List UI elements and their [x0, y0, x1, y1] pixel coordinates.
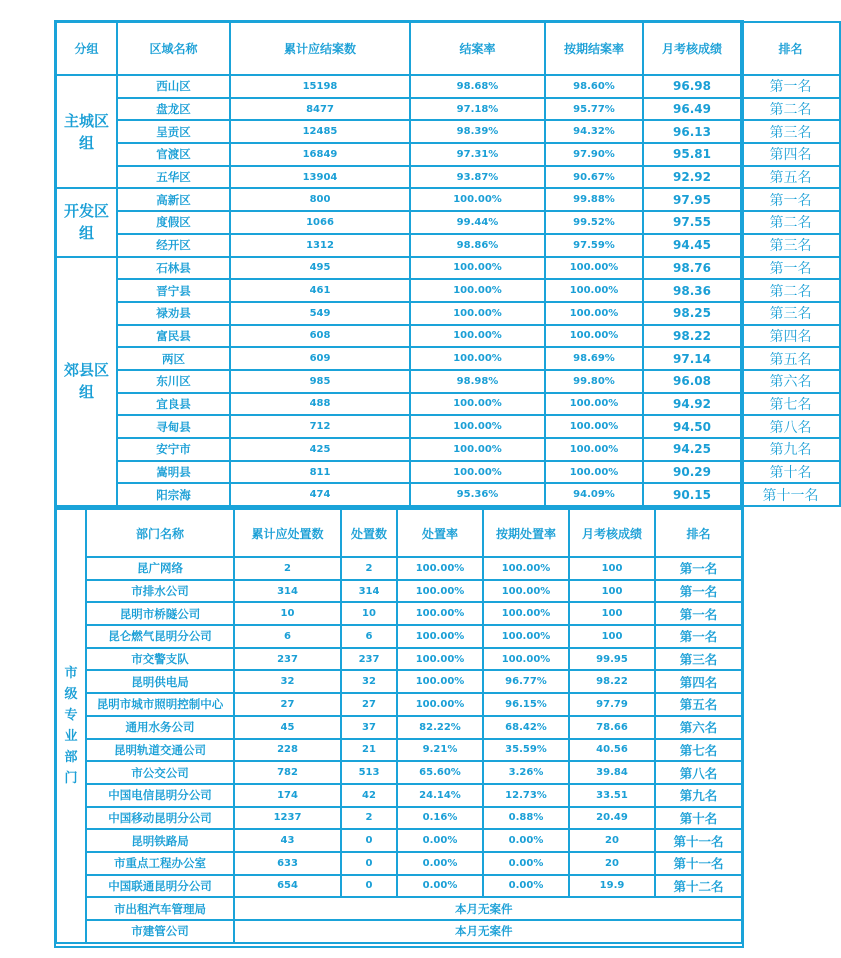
monthly-score: 100: [569, 625, 655, 648]
table-row: [56, 580, 742, 603]
monthly-score: 94.25: [643, 438, 741, 461]
handled-count: 10: [341, 602, 397, 625]
monthly-score: 96.49: [643, 98, 741, 121]
table-row: [56, 188, 840, 211]
monthly-score: 33.51: [569, 784, 655, 807]
ontime-handling-rate: 100.00%: [483, 557, 569, 580]
table-row: [56, 670, 742, 693]
column-header: 分组: [56, 22, 117, 75]
cumulative-cases: 425: [230, 438, 410, 461]
cumulative-assigned: 45: [234, 716, 341, 739]
ontime-closure-rate: 98.69%: [545, 347, 643, 370]
department-name: 昆广网络: [86, 557, 234, 580]
table-row: [56, 483, 840, 506]
table-row: [56, 875, 742, 898]
monthly-score: 96.13: [643, 120, 741, 143]
ontime-handling-rate: 3.26%: [483, 761, 569, 784]
cumulative-assigned: 174: [234, 784, 341, 807]
rank: 第三名: [655, 648, 742, 671]
cumulative-cases: 549: [230, 302, 410, 325]
department-name: 昆明铁路局: [86, 829, 234, 852]
ontime-handling-rate: 12.73%: [483, 784, 569, 807]
district-ranking-table: [55, 21, 841, 507]
handled-count: 21: [341, 739, 397, 762]
group-label-text: 郊县区组: [63, 361, 109, 402]
rank: 第十一名: [655, 829, 742, 852]
cumulative-assigned: 314: [234, 580, 341, 603]
closure-rate: 100.00%: [410, 325, 545, 348]
ontime-closure-rate: 95.77%: [545, 98, 643, 121]
ontime-closure-rate: 100.00%: [545, 393, 643, 416]
area-name: 晋宁县: [117, 279, 230, 302]
table-row: [56, 75, 840, 98]
column-header: 处置率: [397, 509, 483, 557]
ontime-closure-rate: 94.09%: [545, 483, 643, 506]
table-row: [56, 415, 840, 438]
rank: 第七名: [741, 393, 840, 416]
ontime-closure-rate: 100.00%: [545, 438, 643, 461]
table-row: [56, 257, 840, 280]
cumulative-cases: 474: [230, 483, 410, 506]
monthly-score: 97.79: [569, 693, 655, 716]
monthly-score: 39.84: [569, 761, 655, 784]
area-name: 两区: [117, 347, 230, 370]
ontime-closure-rate: 100.00%: [545, 257, 643, 280]
cumulative-assigned: 654: [234, 875, 341, 898]
area-name: 石林县: [117, 257, 230, 280]
handling-rate: 0.00%: [397, 875, 483, 898]
cumulative-cases: 495: [230, 257, 410, 280]
area-name: 呈贡区: [117, 120, 230, 143]
table-row: [56, 166, 840, 189]
department-name: 通用水务公司: [86, 716, 234, 739]
handled-count: 0: [341, 829, 397, 852]
table-row: [56, 393, 840, 416]
cumulative-cases: 811: [230, 461, 410, 484]
column-header: 排名: [655, 509, 742, 557]
no-case-note: 本月无案件: [234, 920, 742, 943]
handled-count: 6: [341, 625, 397, 648]
table-row: [56, 852, 742, 875]
column-header: 区域名称: [117, 22, 230, 75]
ontime-handling-rate: 0.00%: [483, 852, 569, 875]
rank: 第一名: [655, 557, 742, 580]
handling-rate: 0.00%: [397, 829, 483, 852]
ontime-handling-rate: 96.77%: [483, 670, 569, 693]
column-header: 按期结案率: [545, 22, 643, 75]
ontime-closure-rate: 100.00%: [545, 415, 643, 438]
group-label-text: 市级专业部门: [64, 665, 78, 786]
department-name: 中国移动昆明分公司: [86, 807, 234, 830]
rank: 第四名: [741, 325, 840, 348]
area-name: 阳宗海: [117, 483, 230, 506]
ontime-handling-rate: 0.88%: [483, 807, 569, 830]
department-name: 市出租汽车管理局: [86, 897, 234, 920]
closure-rate: 98.39%: [410, 120, 545, 143]
cumulative-cases: 15198: [230, 75, 410, 98]
closure-rate: 100.00%: [410, 347, 545, 370]
department-name: 市排水公司: [86, 580, 234, 603]
ontime-closure-rate: 97.59%: [545, 234, 643, 257]
rank: 第五名: [741, 347, 840, 370]
table-row: [56, 761, 742, 784]
department-name: 市交警支队: [86, 648, 234, 671]
monthly-score: 94.50: [643, 415, 741, 438]
rank: 第九名: [655, 784, 742, 807]
table-row: [56, 602, 742, 625]
monthly-score: 100: [569, 602, 655, 625]
ontime-handling-rate: 100.00%: [483, 648, 569, 671]
area-name: 五华区: [117, 166, 230, 189]
rank: 第一名: [655, 625, 742, 648]
area-name: 安宁市: [117, 438, 230, 461]
closure-rate: 98.68%: [410, 75, 545, 98]
ontime-handling-rate: 68.42%: [483, 716, 569, 739]
table-row: [56, 347, 840, 370]
closure-rate: 100.00%: [410, 461, 545, 484]
handling-rate: 100.00%: [397, 557, 483, 580]
area-name: 经开区: [117, 234, 230, 257]
table-row: [56, 143, 840, 166]
ontime-closure-rate: 100.00%: [545, 461, 643, 484]
rank: 第十一名: [741, 483, 840, 506]
monthly-score: 20: [569, 829, 655, 852]
monthly-score: 98.76: [643, 257, 741, 280]
cumulative-assigned: 228: [234, 739, 341, 762]
column-header: 排名: [741, 22, 840, 75]
ontime-closure-rate: 100.00%: [545, 279, 643, 302]
table-row: [56, 807, 742, 830]
monthly-score: 78.66: [569, 716, 655, 739]
table-row: [56, 370, 840, 393]
cumulative-assigned: 237: [234, 648, 341, 671]
department-name: 中国联通昆明分公司: [86, 875, 234, 898]
closure-rate: 100.00%: [410, 438, 545, 461]
cumulative-assigned: 633: [234, 852, 341, 875]
ontime-handling-rate: 0.00%: [483, 829, 569, 852]
rank: 第四名: [655, 670, 742, 693]
cumulative-assigned: 1237: [234, 807, 341, 830]
department-name: 市重点工程办公室: [86, 852, 234, 875]
department-name: 市公交公司: [86, 761, 234, 784]
cumulative-cases: 985: [230, 370, 410, 393]
department-name: 市建管公司: [86, 920, 234, 943]
cumulative-assigned: 2: [234, 557, 341, 580]
closure-rate: 95.36%: [410, 483, 545, 506]
rank: 第十名: [741, 461, 840, 484]
rank: 第八名: [655, 761, 742, 784]
handled-count: 37: [341, 716, 397, 739]
rank: 第一名: [655, 580, 742, 603]
handling-rate: 100.00%: [397, 648, 483, 671]
table-row: [56, 829, 742, 852]
column-header: 结案率: [410, 22, 545, 75]
area-name: 宜良县: [117, 393, 230, 416]
cumulative-cases: 12485: [230, 120, 410, 143]
cumulative-assigned: 6: [234, 625, 341, 648]
column-header: 部门名称: [86, 509, 234, 557]
column-header: 处置数: [341, 509, 397, 557]
table-row: [56, 98, 840, 121]
table-row: [56, 302, 840, 325]
monthly-score: 96.98: [643, 75, 741, 98]
department-name: 昆明供电局: [86, 670, 234, 693]
handled-count: 32: [341, 670, 397, 693]
rank: 第三名: [741, 302, 840, 325]
handling-rate: 65.60%: [397, 761, 483, 784]
table-row: [56, 693, 742, 716]
department-ranking-table: [55, 508, 743, 944]
ontime-closure-rate: 94.32%: [545, 120, 643, 143]
group-label-text: 主城区组: [63, 111, 109, 152]
group-label: [56, 188, 117, 256]
handled-count: 0: [341, 852, 397, 875]
area-name: 寻甸县: [117, 415, 230, 438]
monthly-score: 97.55: [643, 211, 741, 234]
monthly-score: 98.22: [643, 325, 741, 348]
cumulative-cases: 712: [230, 415, 410, 438]
table-row: [56, 438, 840, 461]
department-header-row: [56, 509, 742, 557]
rank: 第三名: [741, 120, 840, 143]
monthly-score: 100: [569, 580, 655, 603]
monthly-score: 100: [569, 557, 655, 580]
column-header: 月考核成绩: [643, 22, 741, 75]
ontime-handling-rate: 100.00%: [483, 602, 569, 625]
rank: 第十二名: [655, 875, 742, 898]
closure-rate: 97.18%: [410, 98, 545, 121]
table-row: [56, 625, 742, 648]
area-name: 东川区: [117, 370, 230, 393]
area-name: 禄劝县: [117, 302, 230, 325]
handled-count: 314: [341, 580, 397, 603]
cumulative-cases: 488: [230, 393, 410, 416]
no-case-note: 本月无案件: [234, 897, 742, 920]
monthly-score: 19.9: [569, 875, 655, 898]
column-header: 月考核成绩: [569, 509, 655, 557]
closure-rate: 98.98%: [410, 370, 545, 393]
table-row: [56, 897, 742, 920]
monthly-score: 96.08: [643, 370, 741, 393]
rank: 第六名: [741, 370, 840, 393]
group-label: [56, 509, 86, 943]
ontime-handling-rate: 35.59%: [483, 739, 569, 762]
cumulative-cases: 800: [230, 188, 410, 211]
ontime-closure-rate: 100.00%: [545, 325, 643, 348]
handling-rate: 0.16%: [397, 807, 483, 830]
department-name: 昆仑燃气昆明分公司: [86, 625, 234, 648]
closure-rate: 100.00%: [410, 279, 545, 302]
monthly-score: 98.22: [569, 670, 655, 693]
rank: 第十名: [655, 807, 742, 830]
ontime-closure-rate: 97.90%: [545, 143, 643, 166]
area-name: 官渡区: [117, 143, 230, 166]
table-row: [56, 325, 840, 348]
closure-rate: 100.00%: [410, 415, 545, 438]
cumulative-cases: 16849: [230, 143, 410, 166]
monthly-score: 94.92: [643, 393, 741, 416]
handling-rate: 100.00%: [397, 625, 483, 648]
area-name: 嵩明县: [117, 461, 230, 484]
monthly-score: 97.14: [643, 347, 741, 370]
handled-count: 513: [341, 761, 397, 784]
rank: 第六名: [655, 716, 742, 739]
table-row: [56, 461, 840, 484]
handled-count: 27: [341, 693, 397, 716]
rank: 第一名: [655, 602, 742, 625]
ontime-handling-rate: 96.15%: [483, 693, 569, 716]
rank: 第一名: [741, 257, 840, 280]
table-row: [56, 120, 840, 143]
monthly-score: 40.56: [569, 739, 655, 762]
rank: 第一名: [741, 188, 840, 211]
rank: 第四名: [741, 143, 840, 166]
monthly-score: 94.45: [643, 234, 741, 257]
department-name: 中国电信昆明分公司: [86, 784, 234, 807]
ontime-closure-rate: 99.52%: [545, 211, 643, 234]
handled-count: 42: [341, 784, 397, 807]
rank: 第三名: [741, 234, 840, 257]
cumulative-cases: 1066: [230, 211, 410, 234]
area-name: 西山区: [117, 75, 230, 98]
ontime-handling-rate: 0.00%: [483, 875, 569, 898]
handled-count: 237: [341, 648, 397, 671]
ontime-closure-rate: 99.80%: [545, 370, 643, 393]
table-row: [56, 648, 742, 671]
cumulative-cases: 609: [230, 347, 410, 370]
rank: 第二名: [741, 98, 840, 121]
monthly-score: 20.49: [569, 807, 655, 830]
column-header: 按期处置率: [483, 509, 569, 557]
cumulative-assigned: 32: [234, 670, 341, 693]
closure-rate: 100.00%: [410, 188, 545, 211]
monthly-score: 98.36: [643, 279, 741, 302]
ontime-closure-rate: 98.60%: [545, 75, 643, 98]
handling-rate: 100.00%: [397, 580, 483, 603]
ontime-closure-rate: 99.88%: [545, 188, 643, 211]
ontime-handling-rate: 100.00%: [483, 580, 569, 603]
closure-rate: 100.00%: [410, 257, 545, 280]
handled-count: 2: [341, 807, 397, 830]
table-row: [56, 739, 742, 762]
cumulative-cases: 1312: [230, 234, 410, 257]
rank: 第二名: [741, 279, 840, 302]
monthly-score: 95.81: [643, 143, 741, 166]
table-row: [56, 234, 840, 257]
district-header-row: [56, 22, 840, 75]
monthly-score: 99.95: [569, 648, 655, 671]
handling-rate: 100.00%: [397, 693, 483, 716]
table-row: [56, 920, 742, 943]
monthly-score: 20: [569, 852, 655, 875]
area-name: 高新区: [117, 188, 230, 211]
group-label-text: 开发区组: [63, 202, 109, 243]
rank: 第五名: [741, 166, 840, 189]
handling-rate: 24.14%: [397, 784, 483, 807]
monthly-score: 90.15: [643, 483, 741, 506]
handled-count: 0: [341, 875, 397, 898]
cumulative-cases: 608: [230, 325, 410, 348]
closure-rate: 100.00%: [410, 302, 545, 325]
column-header: 累计应处置数: [234, 509, 341, 557]
table-row: [56, 557, 742, 580]
rank: 第七名: [655, 739, 742, 762]
cumulative-cases: 8477: [230, 98, 410, 121]
cumulative-cases: 461: [230, 279, 410, 302]
cumulative-cases: 13904: [230, 166, 410, 189]
ontime-closure-rate: 90.67%: [545, 166, 643, 189]
cumulative-assigned: 27: [234, 693, 341, 716]
column-header: 累计应结案数: [230, 22, 410, 75]
cumulative-assigned: 43: [234, 829, 341, 852]
department-name: 昆明市桥隧公司: [86, 602, 234, 625]
cumulative-assigned: 10: [234, 602, 341, 625]
rank: 第二名: [741, 211, 840, 234]
monthly-score: 92.92: [643, 166, 741, 189]
handling-rate: 9.21%: [397, 739, 483, 762]
closure-rate: 97.31%: [410, 143, 545, 166]
closure-rate: 93.87%: [410, 166, 545, 189]
closure-rate: 98.86%: [410, 234, 545, 257]
group-label: [56, 75, 117, 188]
table-row: [56, 211, 840, 234]
department-name: 昆明市城市照明控制中心: [86, 693, 234, 716]
rank: 第九名: [741, 438, 840, 461]
ontime-closure-rate: 100.00%: [545, 302, 643, 325]
closure-rate: 99.44%: [410, 211, 545, 234]
department-name: 昆明轨道交通公司: [86, 739, 234, 762]
ontime-handling-rate: 100.00%: [483, 625, 569, 648]
area-name: 富民县: [117, 325, 230, 348]
group-label: [56, 257, 117, 507]
handled-count: 2: [341, 557, 397, 580]
handling-rate: 0.00%: [397, 852, 483, 875]
rank: 第十一名: [655, 852, 742, 875]
rank: 第八名: [741, 415, 840, 438]
table-row: [56, 716, 742, 739]
monthly-score: 98.25: [643, 302, 741, 325]
table-row: [56, 279, 840, 302]
rank: 第一名: [741, 75, 840, 98]
cumulative-assigned: 782: [234, 761, 341, 784]
handling-rate: 100.00%: [397, 602, 483, 625]
area-name: 度假区: [117, 211, 230, 234]
table-row: [56, 784, 742, 807]
monthly-score: 97.95: [643, 188, 741, 211]
area-name: 盘龙区: [117, 98, 230, 121]
rank: 第五名: [655, 693, 742, 716]
handling-rate: 100.00%: [397, 670, 483, 693]
closure-rate: 100.00%: [410, 393, 545, 416]
monthly-score: 90.29: [643, 461, 741, 484]
handling-rate: 82.22%: [397, 716, 483, 739]
